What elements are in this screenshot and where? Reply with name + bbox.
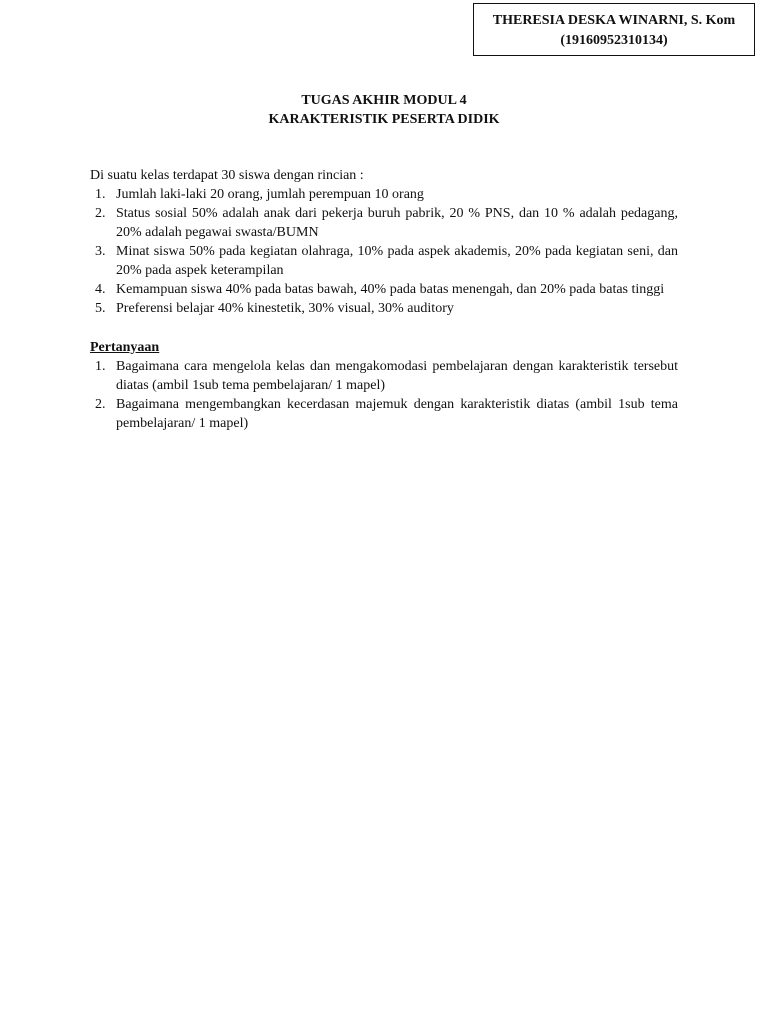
list-number: 2. bbox=[95, 206, 106, 221]
list-item bbox=[90, 242, 678, 280]
list-item bbox=[90, 395, 678, 433]
list-item bbox=[90, 357, 678, 395]
document-body bbox=[90, 166, 678, 433]
author-id: (19160952310134) bbox=[560, 33, 668, 48]
title-line-2: KARAKTERISTIK PESERTA DIDIK bbox=[268, 112, 500, 127]
author-name: THERESIA DESKA WINARNI, S. Kom bbox=[492, 13, 736, 28]
details-list bbox=[90, 185, 678, 318]
list-number: 3. bbox=[95, 244, 106, 259]
list-item bbox=[90, 185, 678, 204]
intro-text: Di suatu kelas terdapat 30 siswa dengan rincian : bbox=[90, 168, 364, 183]
list-number: 4. bbox=[95, 282, 106, 297]
list-number: 1. bbox=[95, 187, 106, 202]
questions-list bbox=[90, 357, 678, 433]
list-text: Preferensi belajar 40% kinestetik, 30% visual, 30% auditory bbox=[116, 301, 454, 316]
document-title bbox=[0, 91, 768, 129]
list-text: Bagaimana cara mengelola kelas dan mengakomodasi pembelajaran dengan karakteristik tersebut diatas (ambil 1sub tema pembelajaran/ 1 mapel) bbox=[116, 359, 678, 393]
list-text: Jumlah laki-laki 20 orang, jumlah perempuan 10 orang bbox=[116, 187, 424, 202]
list-item bbox=[90, 280, 678, 299]
list-text: Status sosial 50% adalah anak dari pekerja buruh pabrik, 20 % PNS, dan 10 % adalah pedagang, 20% adalah pegawai swasta/BUMN bbox=[116, 206, 678, 240]
list-item bbox=[90, 299, 678, 318]
list-text: Bagaimana mengembangkan kecerdasan majemuk dengan karakteristik diatas (ambil 1sub tema pembelajaran/ 1 mapel) bbox=[116, 397, 678, 431]
list-item bbox=[90, 204, 678, 242]
list-number: 1. bbox=[95, 359, 106, 374]
author-box bbox=[473, 3, 755, 56]
list-number: 2. bbox=[95, 397, 106, 412]
title-line-1: TUGAS AKHIR MODUL 4 bbox=[301, 93, 467, 108]
list-number: 5. bbox=[95, 301, 106, 316]
list-text: Minat siswa 50% pada kegiatan olahraga, 10% pada aspek akademis, 20% pada kegiatan seni, dan 20% pada aspek keterampilan bbox=[116, 244, 678, 278]
questions-heading: Pertanyaan bbox=[90, 340, 160, 355]
list-text: Kemampuan siswa 40% pada batas bawah, 40% pada batas menengah, dan 20% pada batas tinggi bbox=[116, 282, 665, 297]
